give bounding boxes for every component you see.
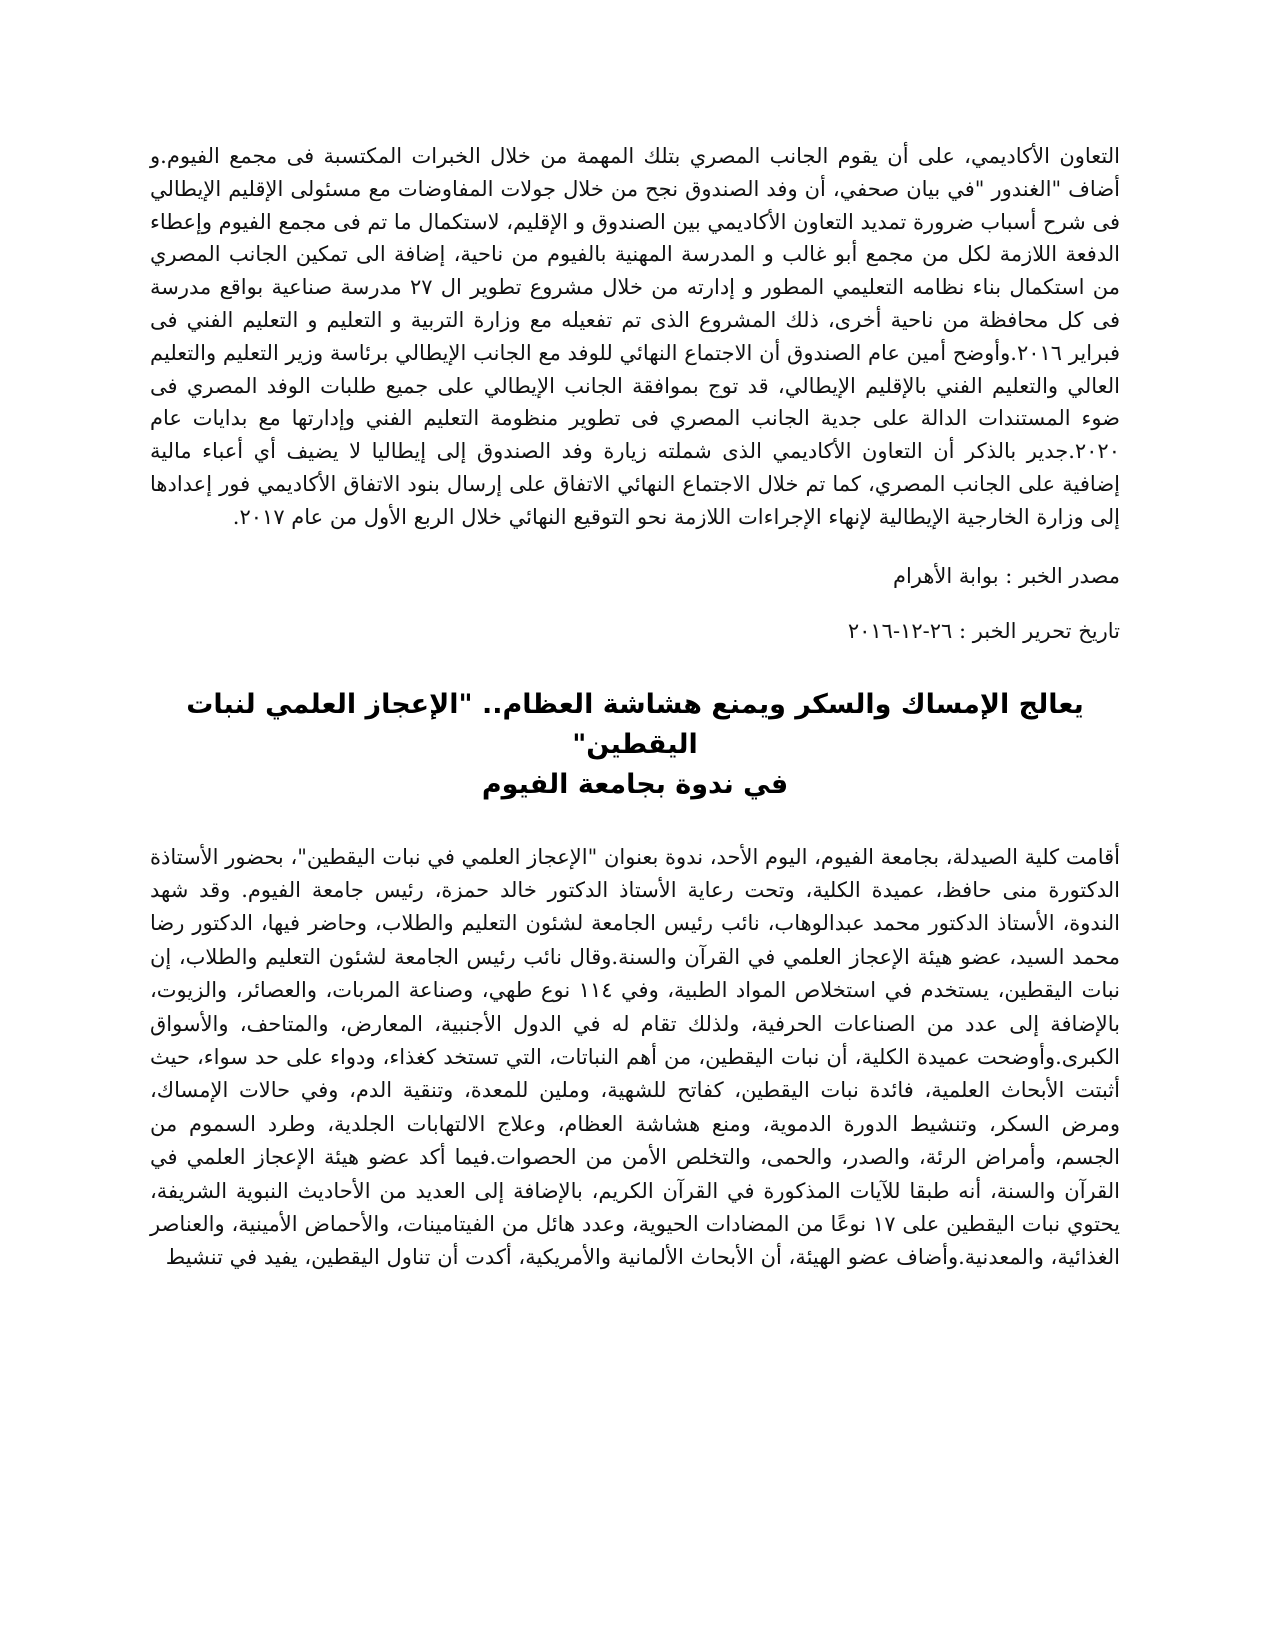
news-source: مصدر الخبر : بوابة الأهرام	[892, 563, 1120, 588]
article-paragraph: أقامت كلية الصيدلة، بجامعة الفيوم، اليوم الأحد، ندوة بعنوان "الإعجاز العلمي في نبات اليقطين"، بحضور الأستاذة الدكتورة منى حافظ، عميدة الكلية، وتحت رعاية الأستاذ الدكتور خالد حمزة، رئيس جامعة الفيوم. وقد شهد الندوة، الأستاذ الدكتور محمد عبدالوهاب، نائب رئيس الجامعة لشئون التعليم والطلاب، وحاضر فيها، الدكتور رضا محمد السيد، عضو هيئة الإعجاز العلمي في القرآن والسنة.وقال نائب رئيس الجامعة لشئون التعليم والطلاب، إن نبات اليقطين، يستخدم في استخلاص المواد الطبية، وفي ١١٤ نوع طهي، وصناعة المربات، والعصائر، والزيوت، بالإضافة إلى عدد من الصناعات الحرفية، ولذلك تقام له في الدول الأجنبية، المعارض، والمتاحف، والأسواق الكبرى.وأوضحت عميدة الكلية، أن نبات اليقطين، من أهم النباتات، التي تستخد كغذاء، ودواء على حد سواء، حيث أثبتت الأبحاث العلمية، فائدة نبات اليقطين، كفاتح للشهية، وملين للمعدة، وتنقية الدم، وفي حالات الإمساك، ومرض السكر، وتنشيط الدورة الدموية، ومنع هشاشة العظام، وعلاج الالتهابات الجلدية، وطرد السموم من الجسم، وأمراض الرئة، والصدر، والحمى، والتخلص الأمن من الحصوات.فيما أكد عضو هيئة الإعجاز العلمي في القرآن والسنة، أنه طبقا للآيات المذكورة في القرآن الكريم، بالإضافة إلى العديد من الأحاديث النبوية الشريفة، يحتوي نبات اليقطين على ١٧ نوعًا من المضادات الحيوية، وعدد هائل من الفيتامينات، والأحماض الأمينية، والعناصر الغذائية، والمعدنية.وأضاف عضو الهيئة، أن الأبحاث الألمانية والأمريكية، أكدت أن تناول اليقطين، يفيد في تنشيط	[150, 844, 1120, 1270]
news-date: تاريخ تحرير الخبر : ٢٦-١٢-٢٠١٦	[847, 618, 1120, 643]
headline-line-2: في ندوة بجامعة الفيوم	[481, 768, 789, 800]
document-page	[150, 140, 1120, 1275]
headline-line-1: يعالج الإمساك والسكر ويمنع هشاشة العظام.. "الإعجاز العلمي لنبات اليقطين"	[186, 688, 1084, 760]
continued-paragraph: التعاون الأكاديمي، على أن يقوم الجانب المصري بتلك المهمة من خلال الخبرات المكتسبة فى مجمع الفيوم.و أضاف "الغندور "في بيان صحفي، أن وفد الصندوق نجح من خلال جولات المفاوضات مع مسئولى الإقليم الإيطالي فى شرح أسباب ضرورة تمديد التعاون الأكاديمي بين الصندوق و الإقليم، لاستكمال ما تم فى مجمع الفيوم وإعطاء الدفعة اللازمة لكل من مجمع أبو غالب و المدرسة المهنية بالفيوم من ناحية، إضافة الى تمكين الجانب المصري من استكمال بناء نظامه التعليمي المطور و إدارته من خلال مشروع تطوير ال ٢٧ مدرسة صناعية بواقع مدرسة فى كل محافظة من ناحية أخرى، ذلك المشروع الذى تم تفعيله مع وزارة التربية و التعليم و التعليم الفني فى فبراير ٢٠١٦.وأوضح أمين عام الصندوق أن الاجتماع النهائي للوفد مع الجانب الإيطالي برئاسة وزير التعليم والتعليم العالي والتعليم الفني بالإقليم الإيطالي، قد توج بموافقة الجانب الإيطالي على جميع طلبات الوفد المصري فى ضوء المستندات الدالة على جدية الجانب المصري فى تطوير منظومة التعليم الفني وإدارتها مع بدايات عام ٢٠٢٠.جدير بالذكر أن التعاون الأكاديمي الذى شملته زيارة وفد الصندوق إلى إيطاليا لا يضيف أي أعباء مالية إضافية على الجانب المصري، كما تم خلال الاجتماع النهائي الاتفاق على إرسال بنود الاتفاق الأكاديمي فور إعدادها إلى وزارة الخارجية الإيطالية لإنهاء الإجراءات اللازمة نحو التوقيع النهائي خلال الربع الأول من عام ٢٠١٧.	[150, 144, 1120, 529]
article-headline	[150, 685, 1120, 805]
